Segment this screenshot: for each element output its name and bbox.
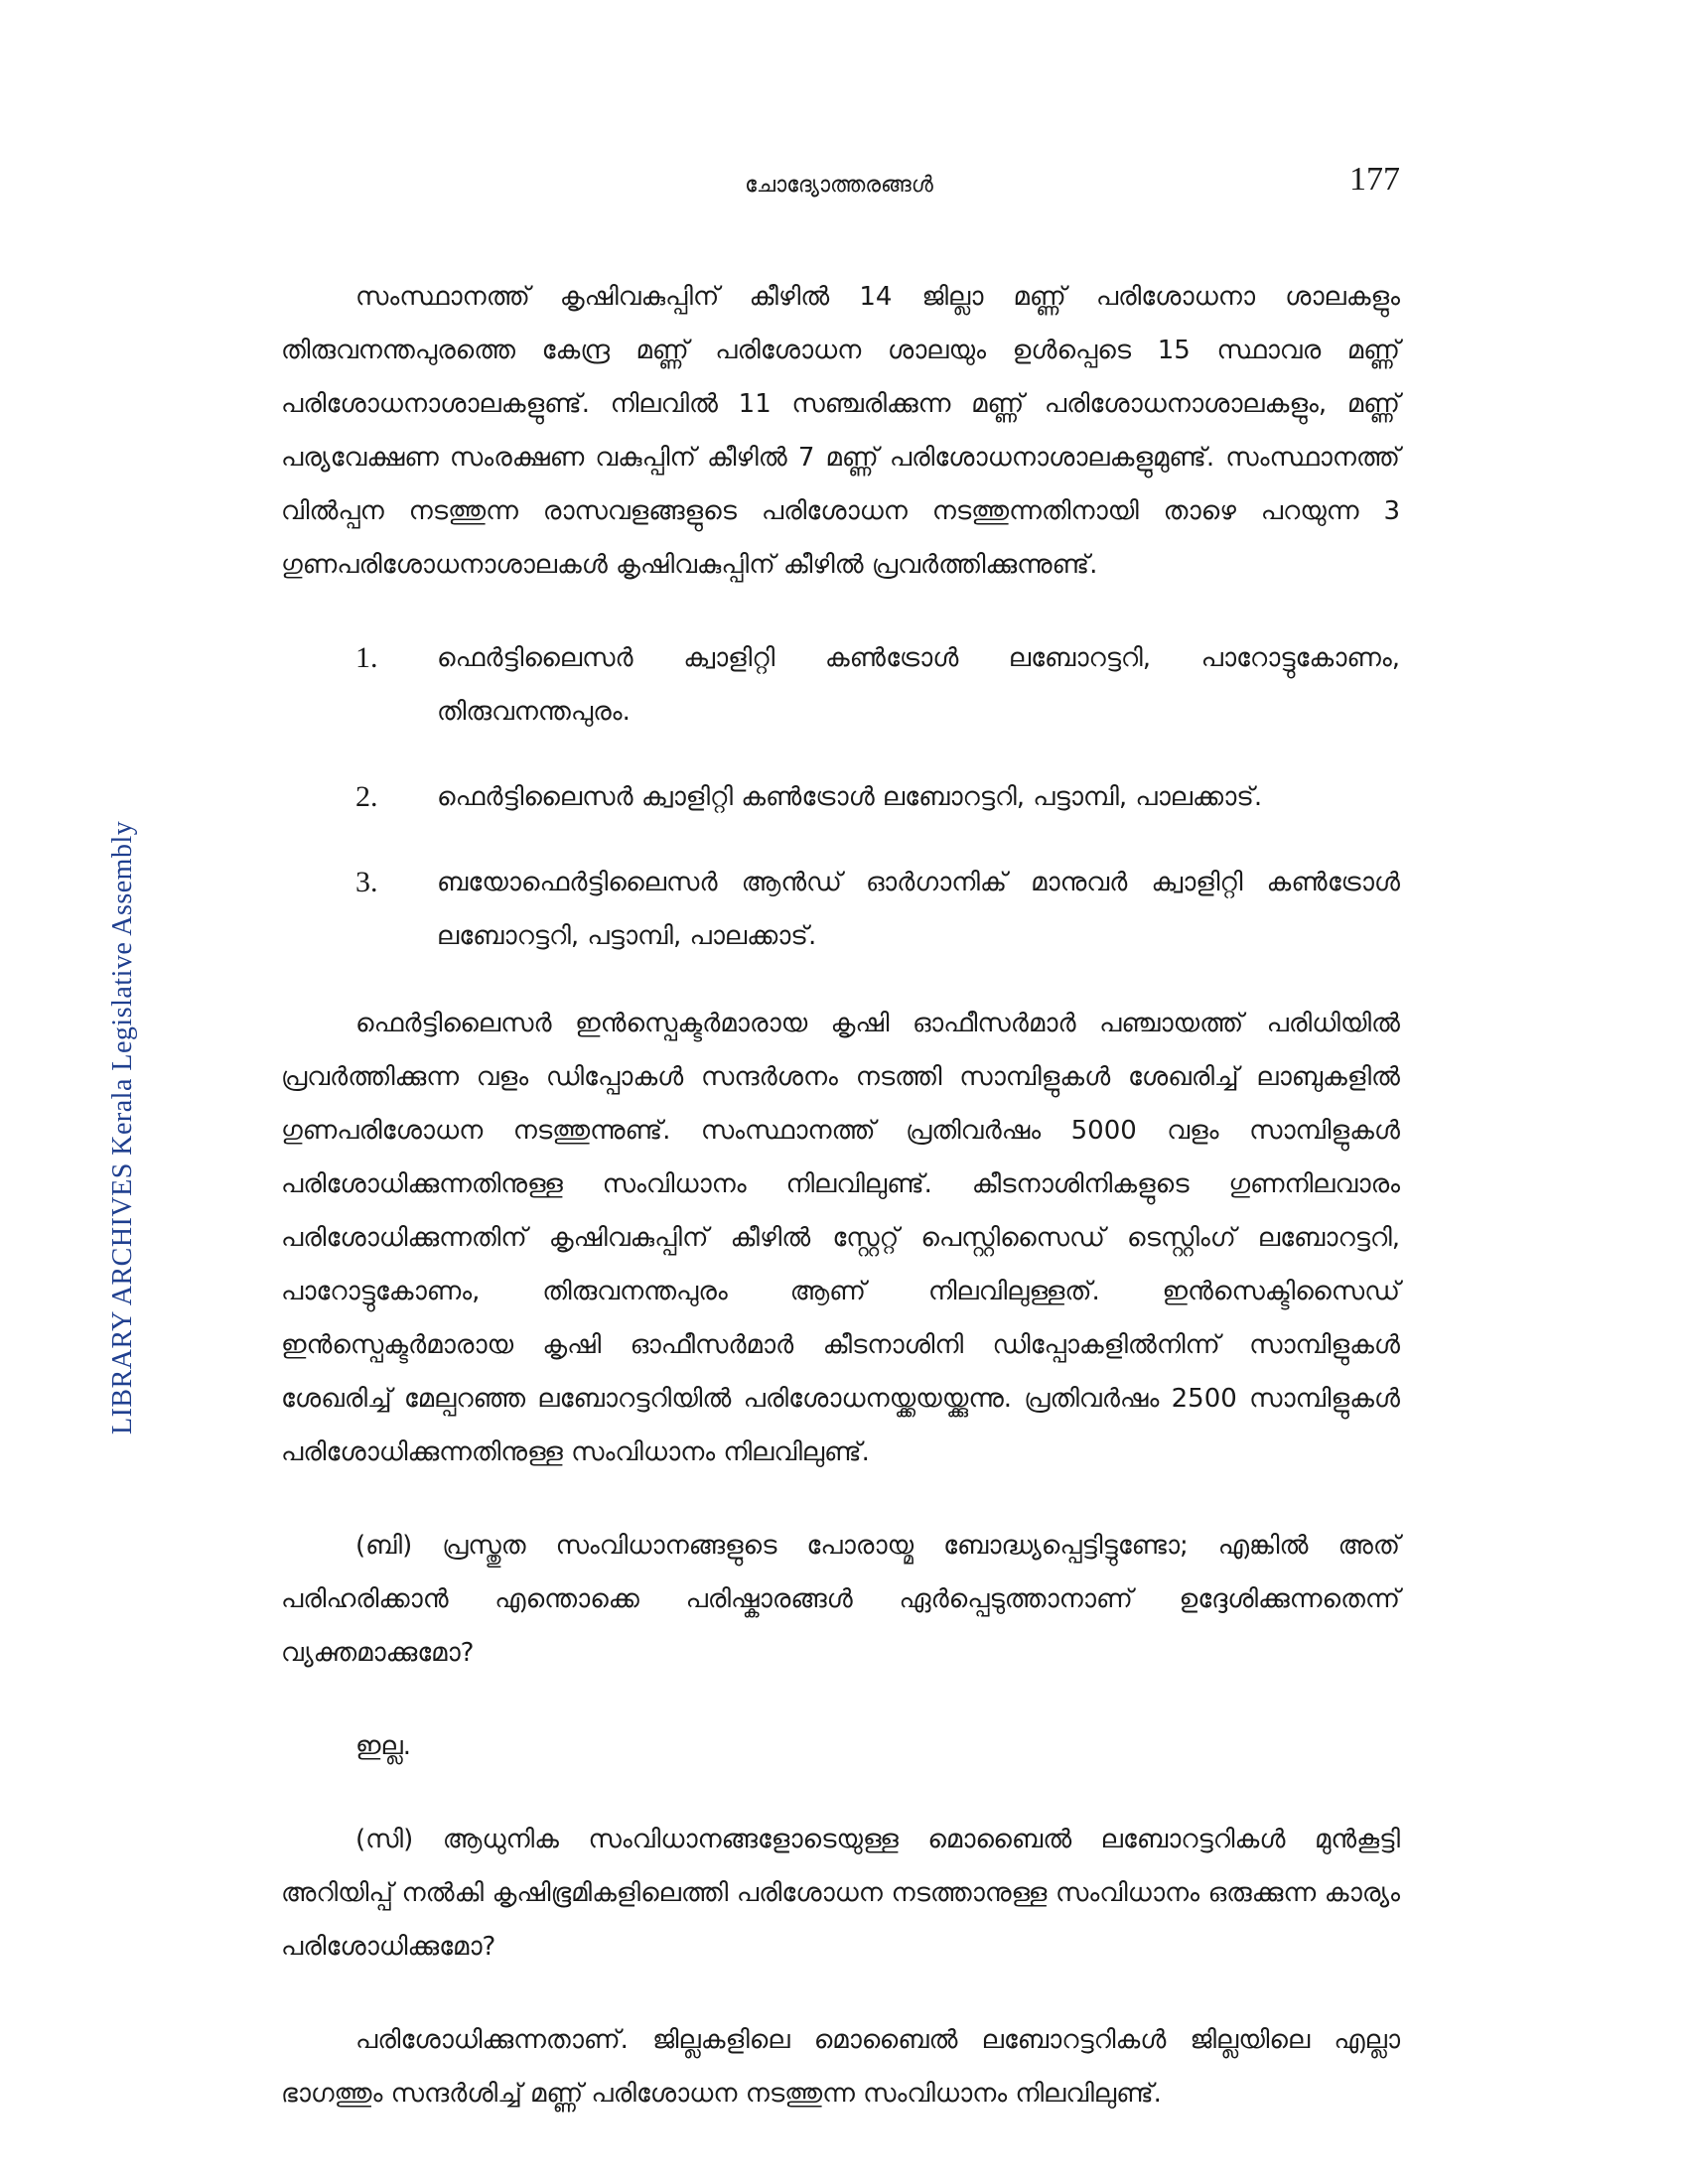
lab-list xyxy=(281,631,1400,963)
list-number: 3. xyxy=(355,866,378,898)
list-item xyxy=(281,770,1400,824)
running-head: ചോദ്യോത്തരങ്ങൾ xyxy=(745,173,933,198)
answer-c: പരിശോധിക്കുന്നതാണ്. ജില്ലകളിലെ മൊബൈൽ ലബോറട്ടറികൾ ജില്ലയിലെ എല്ലാ ഭാഗത്തും സന്ദർശിച്ച് മണ്ണ് പരിശോധന നടത്തുന്ന സംവിധാനം നിലവിലുണ്ട്. xyxy=(281,2025,1400,2109)
list-item-text: ഫെർട്ടിലൈസർ ക്വാളിറ്റി കൺട്രോൾ ലബോറട്ടറി, പട്ടാമ്പി, പാലക്കാട്. xyxy=(437,782,1263,812)
list-item-text: ഫെർട്ടിലൈസർ ക്വാളിറ്റി കൺട്രോൾ ലബോറട്ടറി, പാറോട്ടുകോണം, തിരുവനന്തപുരം. xyxy=(437,643,1400,727)
page-header xyxy=(278,161,1400,210)
list-number: 2. xyxy=(355,780,378,813)
question-b: (ബി) പ്രസ്തുത സംവിധാനങ്ങളുടെ പോരായ്മ ബോദ്ധ്യപ്പെട്ടിട്ടുണ്ടോ; എങ്കിൽ അത് പരിഹരിക്കാൻ എന്തൊക്കെ പരിഷ്കാരങ്ങൾ ഏർപ്പെടുത്താനാണ് ഉദ്ദേശിക്കുന്നതെന്ന് വ്യക്തമാക്കുമോ? xyxy=(281,1531,1400,1668)
page-number: 177 xyxy=(1349,161,1400,198)
list-item xyxy=(281,631,1400,739)
archive-watermark: LIBRARY ARCHIVES Kerala Legislative Assembly xyxy=(107,820,138,1434)
answer-b: ഇല്ല. xyxy=(355,1731,412,1761)
list-item xyxy=(281,856,1400,963)
list-item-text: ബയോഫെർട്ടിലൈസർ ആൻഡ് ഓർഗാനിക് മാനുവർ ക്വാളിറ്റി കൺട്രോൾ ലബോറട്ടറി, പട്ടാമ്പി, പാലക്കാട്. xyxy=(437,868,1400,951)
paragraph-soil-labs: സംസ്ഥാനത്ത് കൃഷിവകുപ്പിന് കീഴിൽ 14 ജില്ലാ മണ്ണ് പരിശോധനാ ശാലകളും തിരുവനന്തപുരത്തെ കേന്ദ്ര മണ്ണ് പരിശോധന ശാലയും ഉൾപ്പെടെ 15 സ്ഥാവര മണ്ണ് പരിശോധനാശാലകളുണ്ട്. നിലവിൽ 11 സഞ്ചരിക്കുന്ന മണ്ണ് പരിശോധനാശാലകളും, മണ്ണ് പര്യവേക്ഷണ സംരക്ഷണ വകുപ്പിന് കീഴിൽ 7 മണ്ണ് പരിശോധനാശാലകളുമുണ്ട്. സംസ്ഥാനത്ത് വിൽപ്പന നടത്തുന്ന രാസവളങ്ങളുടെ പരിശോധന നടത്തുന്നതിനായി താഴെ പറയുന്ന 3 ഗുണപരിശോധനാശാലകൾ കൃഷിവകുപ്പിന് കീഴിൽ പ്രവർത്തിക്കുന്നുണ്ട്. xyxy=(281,282,1400,580)
question-c: (സി) ആധുനിക സംവിധാനങ്ങളോടെയുള്ള മൊബൈൽ ലബോറട്ടറികൾ മുൻകൂട്ടി അറിയിപ്പ് നൽകി കൃഷിഭൂമികളിലെത്തി പരിശോധന നടത്താനുള്ള സംവിധാനം ഒരുക്കുന്ന കാര്യം പരിശോധിക്കുമോ? xyxy=(281,1825,1400,1962)
page-content xyxy=(281,270,1400,2160)
list-number: 1. xyxy=(355,641,378,674)
paragraph-fertilizer-testing: ഫെർട്ടിലൈസർ ഇൻസ്പെക്ടർമാരായ കൃഷി ഓഫീസർമാർ പഞ്ചായത്ത് പരിധിയിൽ പ്രവർത്തിക്കുന്ന വളം ഡിപ്പോകൾ സന്ദർശനം നടത്തി സാമ്പിളുകൾ ശേഖരിച്ച് ലാബുകളിൽ ഗുണപരിശോധന നടത്തുന്നുണ്ട്. സംസ്ഥാനത്ത് പ്രതിവർഷം 5000 വളം സാമ്പിളുകൾ പരിശോധിക്കുന്നതിനുള്ള സംവിധാനം നിലവിലുണ്ട്. കീടനാശിനികളുടെ ഗുണനിലവാരം പരിശോധിക്കുന്നതിന് കൃഷിവകുപ്പിന് കീഴിൽ സ്റ്റേറ്റ് പെസ്റ്റിസൈഡ് ടെസ്റ്റിംഗ് ലബോറട്ടറി, പാറോട്ടുകോണം, തിരുവനന്തപുരം ആണ് നിലവിലുള്ളത്. ഇൻസെക്ടിസൈഡ് ഇൻസ്പെക്ടർമാരായ കൃഷി ഓഫീസർമാർ കീടനാശിനി ഡിപ്പോകളിൽനിന്ന് സാമ്പിളുകൾ ശേഖരിച്ച് മേല്പറഞ്ഞ ലബോറട്ടറിയിൽ പരിശോധനയ്ക്കയയ്ക്കുന്നു. പ്രതിവർഷം 2500 സാമ്പിളുകൾ പരിശോധിക്കുന്നതിനുള്ള സംവിധാനം നിലവിലുണ്ട്. xyxy=(281,1009,1400,1467)
